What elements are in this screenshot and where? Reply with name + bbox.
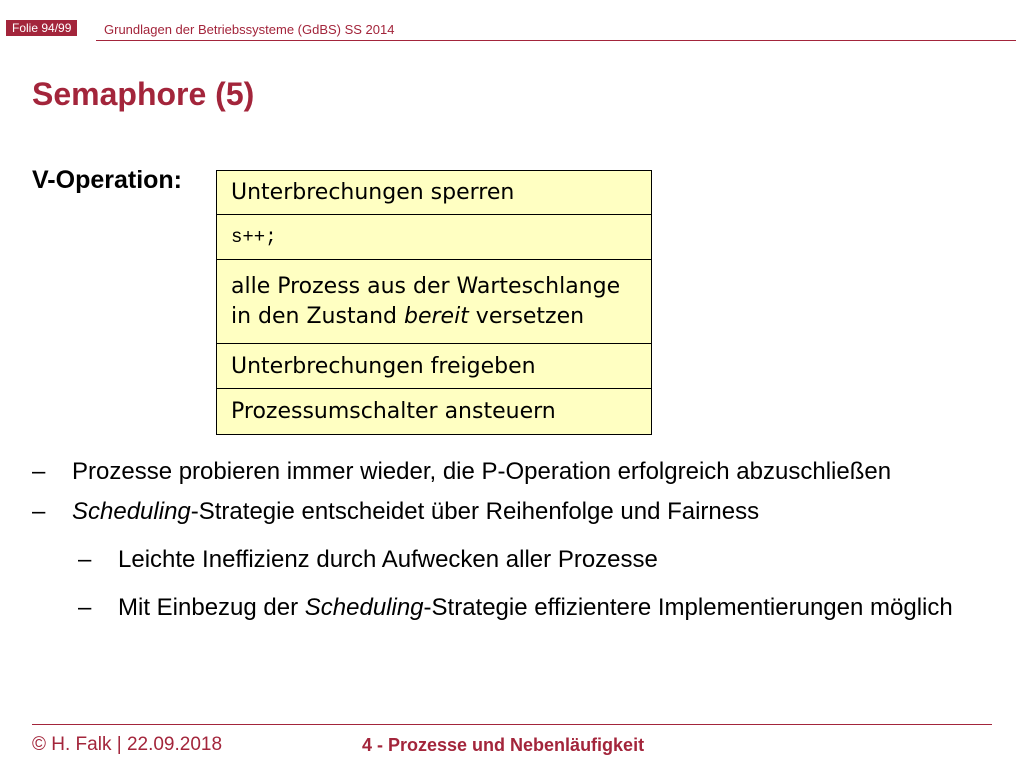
- op-step-code: s++;: [231, 226, 277, 248]
- op-step-disable-interrupts: [217, 171, 651, 215]
- bullet-list: [32, 452, 992, 628]
- slide-title: Semaphore (5): [32, 76, 255, 112]
- bullet-item: [32, 452, 992, 492]
- bullet-item: [32, 492, 992, 532]
- sub-bullet-text-em: Scheduling: [304, 594, 424, 621]
- sub-bullet-dash: –: [78, 546, 92, 573]
- bullet-text: -Strategie entscheidet über Reihenfolge und Fairness: [190, 498, 760, 525]
- footer-divider: [32, 724, 992, 725]
- header-divider: [96, 40, 1016, 41]
- bullet-dash: –: [32, 498, 46, 525]
- bullet-text-em: Scheduling: [72, 498, 191, 525]
- sub-bullet-text-post: -Strategie effizientere Implementierungen möglich: [423, 594, 953, 621]
- course-title: Grundlagen der Betriebssysteme (GdBS) SS 2014: [104, 22, 395, 37]
- slide-number-badge: Folie 94/99: [6, 20, 77, 36]
- op-step-wake-processes: [217, 260, 651, 344]
- op-step-text-line1: alle Prozess aus der Warteschlange: [231, 273, 621, 299]
- footer-chapter-title: 4 - Prozesse und Nebenläufigkeit: [362, 735, 645, 755]
- footer-copyright: © H. Falk | 22.09.2018: [32, 734, 223, 755]
- op-step-text: Unterbrechungen sperren: [231, 180, 515, 205]
- op-step-text-line2: [231, 302, 620, 332]
- sub-bullet-dash: –: [78, 594, 92, 621]
- bullet-dash: –: [32, 458, 46, 485]
- sub-bullet-item: [32, 588, 992, 628]
- op-step-text-pre: in den Zustand: [231, 303, 404, 329]
- bullet-text: Prozesse probieren immer wieder, die P-Operation erfolgreich abzuschließen: [72, 458, 892, 485]
- op-step-text-em: bereit: [403, 303, 469, 329]
- v-operation-table: [216, 170, 652, 435]
- op-step-call-dispatcher: [217, 389, 651, 434]
- sub-bullet-item: [32, 540, 992, 580]
- sub-bullet-text-pre: Mit Einbezug der: [118, 594, 305, 621]
- op-step-enable-interrupts: [217, 344, 651, 389]
- op-step-text: Unterbrechungen freigeben: [231, 353, 536, 379]
- sub-bullet-text: Leichte Ineffizienz durch Aufwecken aller Prozesse: [118, 546, 658, 573]
- op-step-increment: [217, 215, 651, 260]
- op-step-text-post: versetzen: [468, 303, 585, 329]
- op-step-text: Prozessumschalter ansteuern: [231, 399, 556, 424]
- v-operation-label: V-Operation:: [32, 166, 183, 194]
